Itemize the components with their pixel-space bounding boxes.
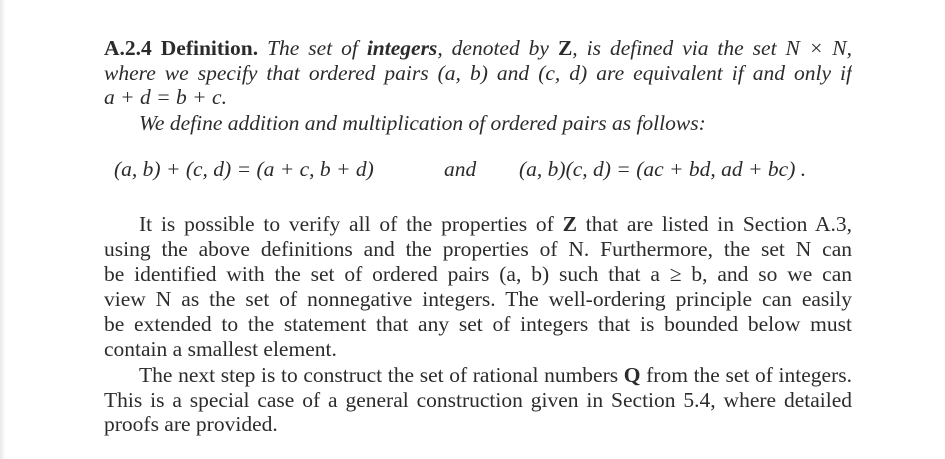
paragraph2-line-1 bbox=[139, 363, 852, 387]
symbol-Z: Z bbox=[562, 212, 577, 236]
definition-line-2: where we specify that ordered pairs (a, b) and (c, d) are equivalent if and only if bbox=[104, 61, 852, 85]
definition-text-1c: , is defined via the set N × N, bbox=[572, 36, 852, 60]
symbol-Z: Z bbox=[557, 36, 573, 60]
definition-text-1b: , denoted by bbox=[437, 36, 558, 60]
paragraph1-line-2: using the above definitions and the properties of N. Furthermore, the set N can bbox=[104, 237, 852, 261]
paragraph1-text-1a: It is possible to verify all of the properties of bbox=[139, 212, 563, 236]
definition-label: A.2.4 Definition. bbox=[104, 36, 259, 60]
definition-line-3: a + d = b + c. bbox=[104, 85, 227, 109]
definition-line-1 bbox=[104, 36, 852, 60]
paragraph1-line-5: be extended to the statement that any set of integers that is bounded below must bbox=[104, 312, 852, 336]
paragraph1-line-4: view N as the set of nonnegative integers. The well-ordering principle can easily bbox=[104, 287, 852, 311]
symbol-Q: Q bbox=[623, 363, 641, 387]
paragraph2-text-1b: from the set of integers. bbox=[640, 363, 852, 387]
paragraph2-line-2: This is a special case of a general construction given in Section 5.4, where detailed bbox=[104, 388, 852, 412]
term-integers: integers bbox=[366, 36, 438, 60]
definition-line-4: We define addition and multiplication of ordered pairs as follows: bbox=[139, 111, 706, 135]
paragraph1-text-1b: that are listed in Section A.3, bbox=[577, 212, 852, 236]
definition-text-1a: The set of bbox=[267, 36, 367, 60]
paragraph1-line-6: contain a smallest element. bbox=[104, 337, 337, 361]
paragraph2-text-1a: The next step is to construct the set of rational numbers bbox=[139, 363, 624, 387]
page-edge-shadow bbox=[0, 0, 6, 459]
paragraph1-line-1 bbox=[139, 212, 852, 236]
equation-addition: (a, b) + (c, d) = (a + c, b + d) bbox=[114, 157, 374, 181]
equation-connector: and bbox=[444, 157, 477, 181]
equation-multiplication: (a, b)(c, d) = (ac + bd, ad + bc) . bbox=[519, 157, 807, 181]
paragraph1-line-3: be identified with the set of ordered pairs (a, b) such that a ≥ b, and so we can bbox=[104, 262, 852, 286]
paragraph2-line-3: proofs are provided. bbox=[104, 412, 278, 436]
